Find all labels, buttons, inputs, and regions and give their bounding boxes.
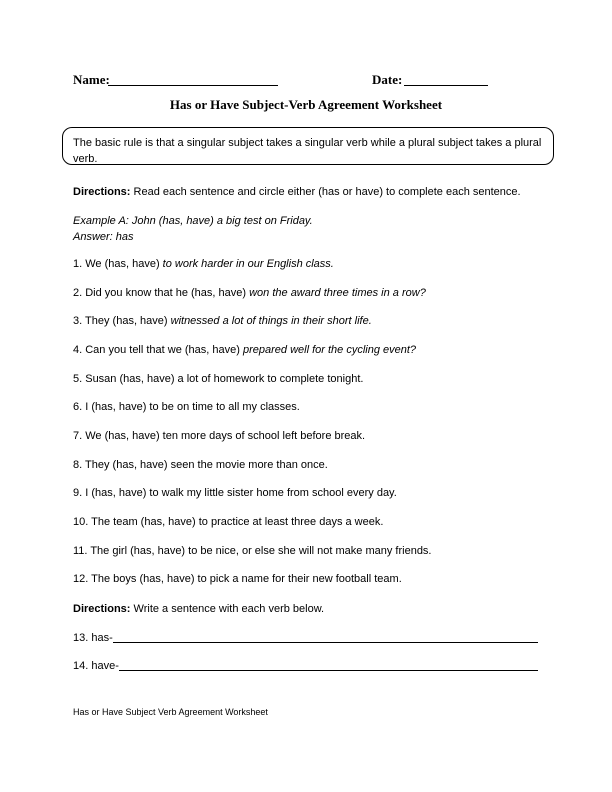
writing-line-have[interactable] xyxy=(119,670,538,671)
question-item[interactable] xyxy=(73,516,383,528)
question-item[interactable] xyxy=(73,373,363,385)
question-text: 11. The girl (has, have) to be nice, or else she will not make many friends. xyxy=(73,545,432,557)
question-text: 12. The boys (has, have) to pick a name for their new football team. xyxy=(73,573,402,585)
question-item[interactable] xyxy=(73,545,432,557)
rule-box xyxy=(62,127,554,165)
question-text: 1. We (has, have) xyxy=(73,258,163,270)
writing-label-has: 13. has- xyxy=(73,632,113,644)
name-label: Name: xyxy=(73,72,110,87)
example-answer: Answer: has xyxy=(73,231,134,243)
directions-1 xyxy=(73,185,521,199)
writing-line-has[interactable] xyxy=(113,642,538,643)
writing-label-have: 14. have- xyxy=(73,660,119,672)
question-item[interactable] xyxy=(73,287,426,299)
question-text: 10. The team (has, have) to practice at least three days a week. xyxy=(73,516,384,528)
question-italic-text: witnessed a lot of things in their short life. xyxy=(170,315,372,327)
question-item[interactable] xyxy=(73,487,397,499)
question-item[interactable] xyxy=(73,430,365,442)
question-item[interactable] xyxy=(73,573,402,585)
question-item[interactable] xyxy=(73,258,334,270)
question-text: 3. They (has, have) xyxy=(73,315,171,327)
question-text: 2. Did you know that he (has, have) xyxy=(73,287,250,299)
directions-2 xyxy=(73,602,324,616)
question-italic-text: won the award three times in a row? xyxy=(249,287,426,299)
question-item[interactable] xyxy=(73,459,328,471)
date-blank-line[interactable] xyxy=(404,85,488,86)
question-text: 5. Susan (has, have) a lot of homework to complete tonight. xyxy=(73,373,364,385)
question-text: 4. Can you tell that we (has, have) xyxy=(73,344,243,356)
example-line: Example A: John (has, have) a big test on Friday. xyxy=(73,215,313,227)
directions-1-label: Directions: xyxy=(73,186,131,198)
directions-2-label: Directions: xyxy=(73,603,131,615)
worksheet-title: Has or Have Subject-Verb Agreement Worksheet xyxy=(169,97,443,112)
page-footer: Has or Have Subject Verb Agreement Worksheet xyxy=(73,707,268,717)
question-text: 6. I (has, have) to be on time to all my classes. xyxy=(73,401,300,413)
question-text: 8. They (has, have) seen the movie more than once. xyxy=(73,459,328,471)
question-item[interactable] xyxy=(73,344,416,356)
question-italic-text: prepared well for the cycling event? xyxy=(242,344,417,356)
question-item[interactable] xyxy=(73,401,300,413)
directions-1-text: Read each sentence and circle either (has or have) to complete each sentence. xyxy=(130,186,521,198)
question-item[interactable] xyxy=(73,315,372,327)
question-text: 7. We (has, have) ten more days of school left before break. xyxy=(73,430,366,442)
name-blank-line[interactable] xyxy=(108,85,278,86)
question-italic-text: to work harder in our English class. xyxy=(162,258,334,270)
directions-2-text: Write a sentence with each verb below. xyxy=(130,603,325,615)
date-label: Date: xyxy=(372,72,403,87)
rule-text: The basic rule is that a singular subject takes a singular verb while a plural subject takes a plural verb. xyxy=(73,137,542,165)
question-text: 9. I (has, have) to walk my little sister home from school every day. xyxy=(73,487,397,499)
